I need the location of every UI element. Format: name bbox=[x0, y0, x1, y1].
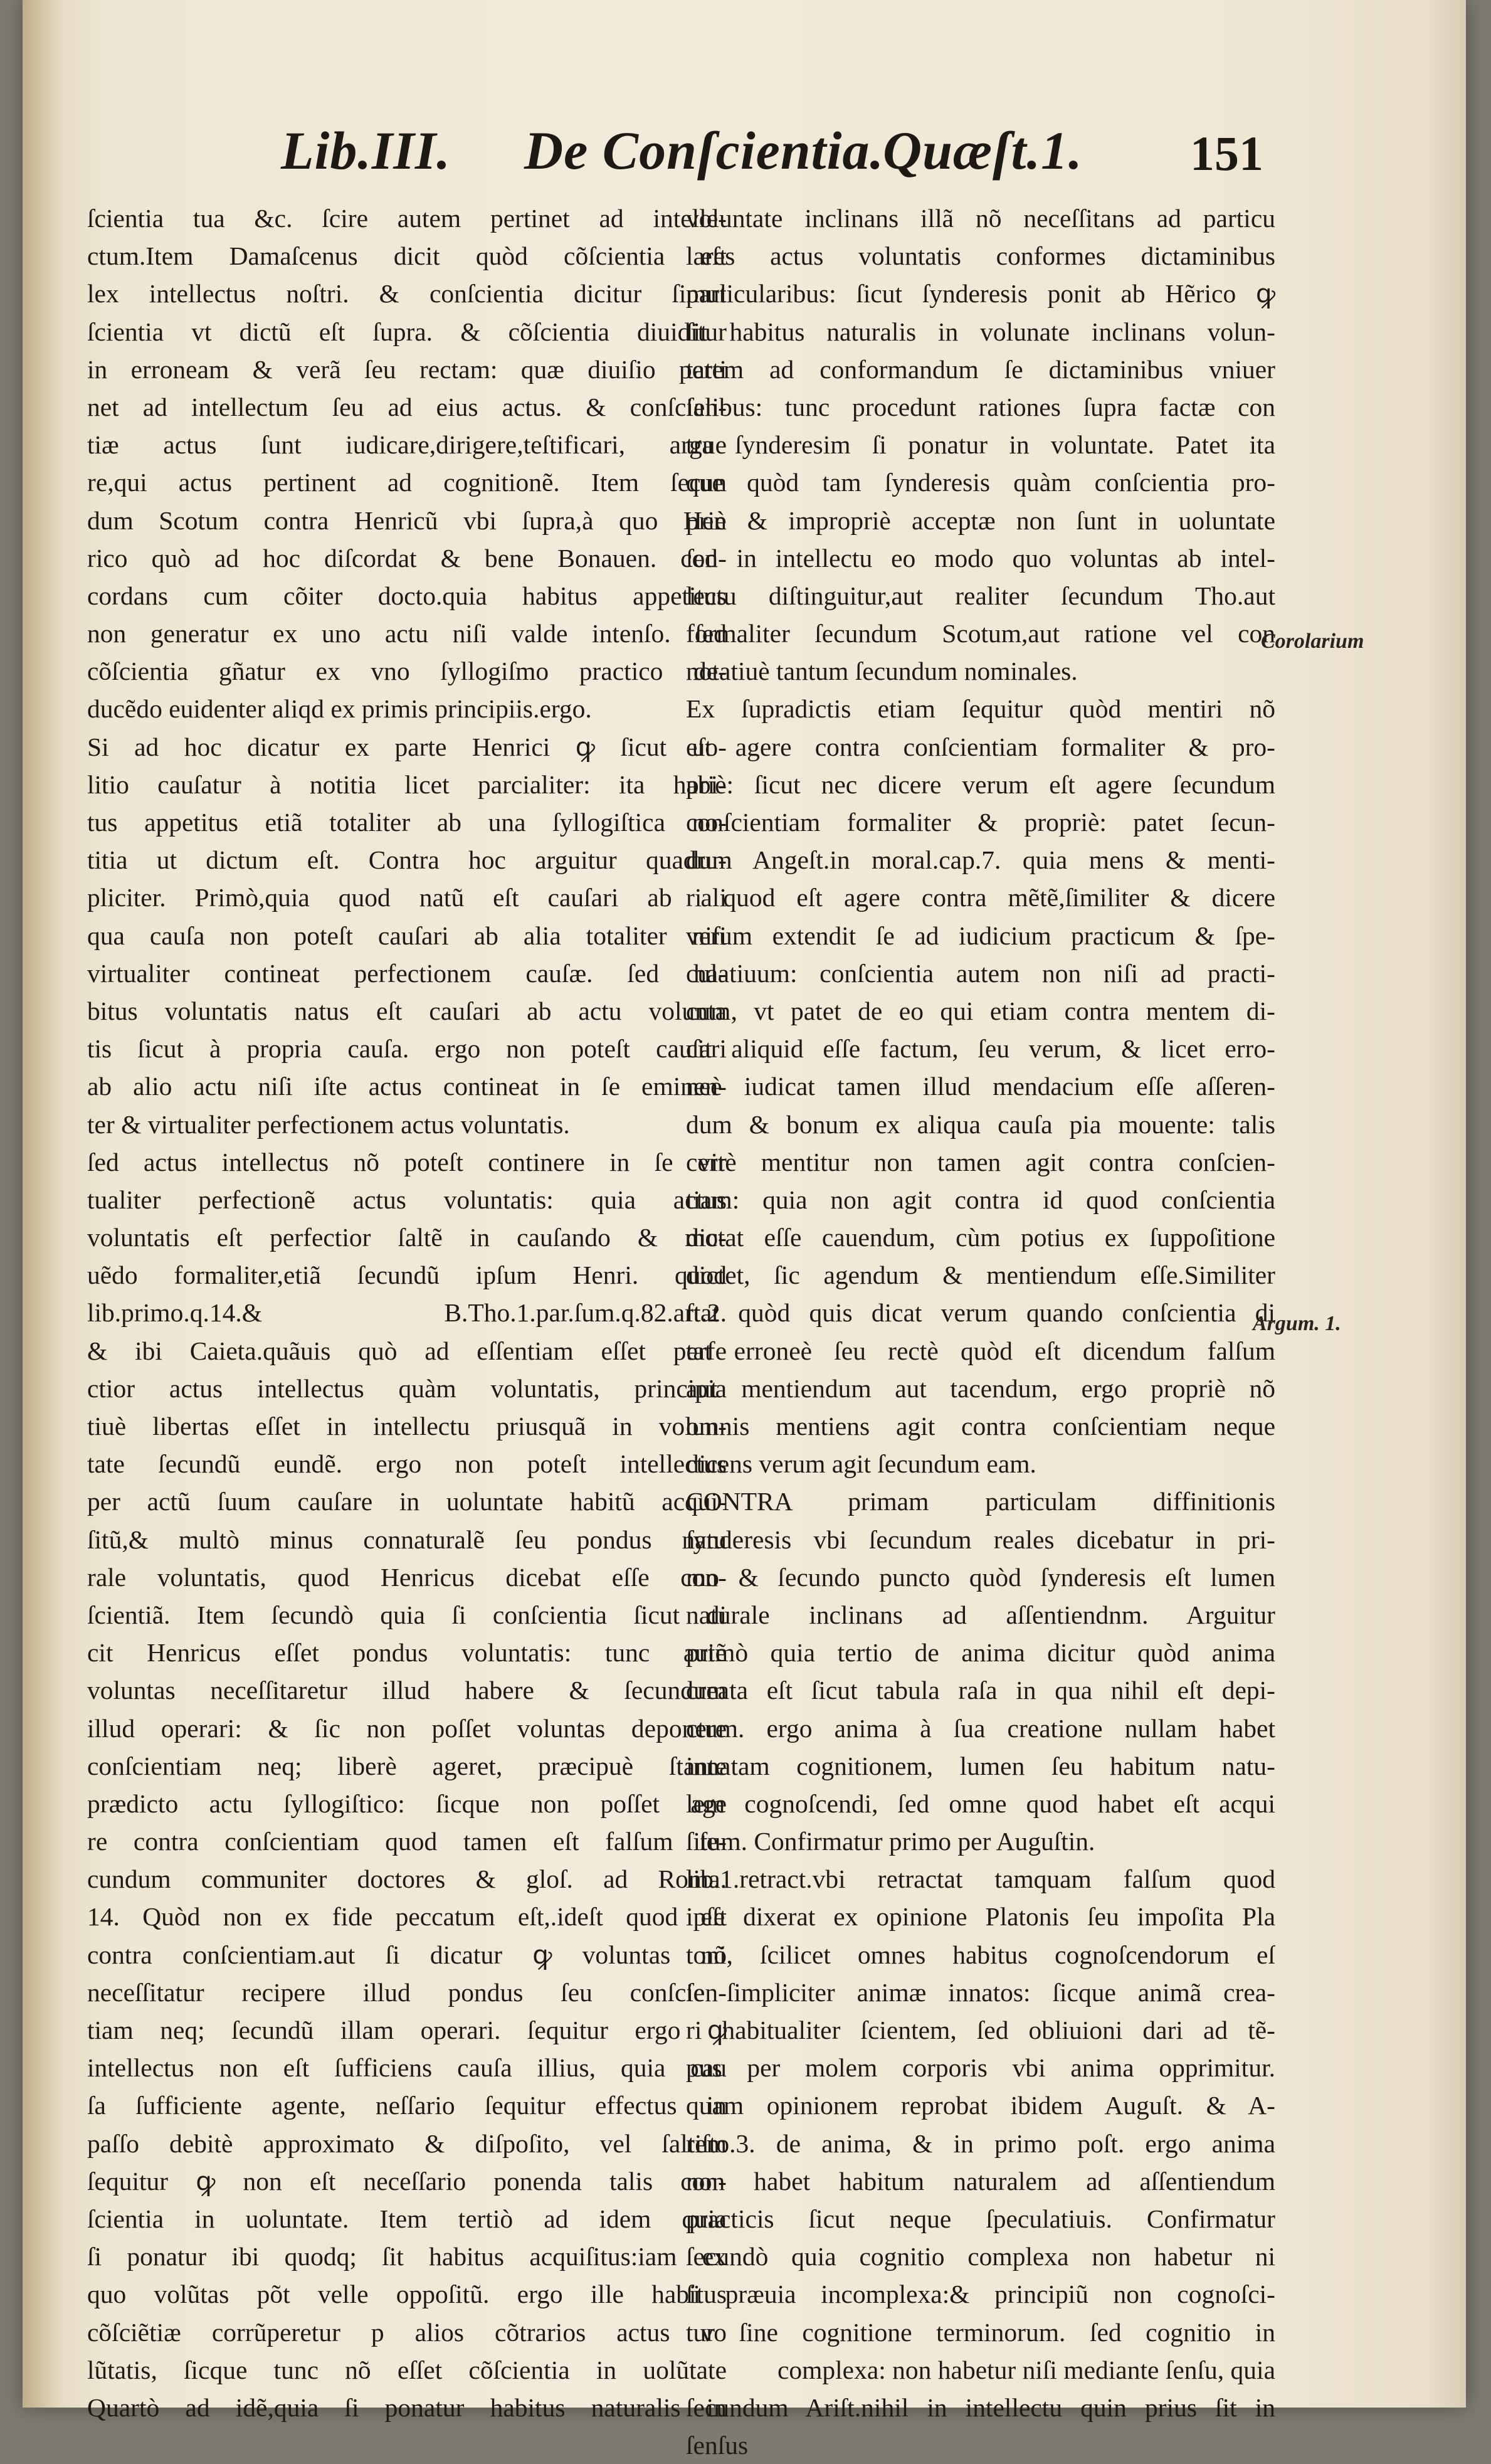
left-column-line: ſitũ,& multò minus connaturalẽ ſeu pondus natu bbox=[87, 1525, 727, 1554]
left-column-line: cundum communiter doctores & gloſ. ad Roma. bbox=[87, 1864, 727, 1894]
left-column-line: cõſciẽtiæ corrũperetur p alios cõtrarios actus vo bbox=[87, 2317, 727, 2347]
right-column-line: primò quia tertio de anima dicitur quòd anima bbox=[686, 1638, 1275, 1668]
right-column-line: verum extendit ſe ad iudicium practicum & ſpe- bbox=[686, 921, 1275, 950]
right-column-line: toni, ſcilicet omnes habitus cognoſcendorum eſ bbox=[686, 1940, 1275, 1969]
right-column-line: formaliter ſecundum Scotum,aut ratione vel con bbox=[686, 619, 1275, 648]
right-column-line: ſit habitus naturalis in volunate inclinans volun- bbox=[686, 317, 1275, 346]
right-column-line: dum & bonum ex aliqua cauſa pia mouente: talis bbox=[686, 1109, 1275, 1139]
left-column-line: Quartò ad idẽ,quia ſi ponatur habitus naturalis in bbox=[87, 2393, 727, 2422]
left-column-line: ctum.Item Damaſcenus dicit quòd cõſcientia eſt bbox=[87, 241, 727, 271]
right-column-line: naturale inclinans ad aſſentiendnm. Arguitur bbox=[686, 1600, 1275, 1629]
left-column-line: cõſcientia gñatur ex vno ſyllogiſmo practico de- bbox=[87, 657, 727, 686]
left-column-line: in erroneam & verã ſeu rectam: quæ diuiſio perti bbox=[87, 354, 727, 384]
marginal-note-argum: Argum. 1. bbox=[1253, 1312, 1341, 1335]
right-column-line: Ex ſupradictis etiam ſequitur quòd mentiri nõ bbox=[686, 694, 1275, 724]
right-column-line: ri quod eſt agere contra mẽtẽ,ſimiliter & dicere bbox=[686, 883, 1275, 912]
book-label: Lib.III. bbox=[281, 120, 451, 181]
right-column-line: dictet, ſic agendum & mentiendum eſſe.Similiter bbox=[686, 1261, 1275, 1290]
right-column-line: cit aliquid eſſe factum, ſeu verum, & licet erro- bbox=[686, 1034, 1275, 1064]
left-column-line: cordans cum cõiter docto.quia habitus appetitus bbox=[87, 581, 727, 610]
left-column-line: bitus voluntatis natus eſt cauſari ab actu volunta bbox=[87, 996, 727, 1025]
right-column-line: dictat eſſe cauendum, cùm potius ex ſuppoſitione bbox=[686, 1223, 1275, 1252]
right-column-line: tur ſine cognitione terminorum. ſed cognitio in bbox=[686, 2317, 1275, 2347]
marginal-note-corolarium: Corolarium bbox=[1261, 630, 1364, 653]
left-column-line: illud operari: & ſic non poſſet voluntas deponere bbox=[87, 1713, 727, 1743]
left-column-line: uẽdo formaliter,etiã ſecundũ ipſum Henri. quod bbox=[87, 1261, 727, 1290]
left-column-line: ſa ſufficiente agente, neſſario ſequitur effectus in bbox=[87, 2091, 727, 2120]
question-label: Quæſt.1. bbox=[883, 120, 1083, 181]
left-column-line: net ad intellectum ſeu ad eius actus. & conſcien- bbox=[87, 392, 727, 421]
right-column-line: ri habitualiter ſcientem, ſed obliuioni dari ad tẽ- bbox=[686, 2016, 1275, 2044]
left-column-line: tiuè libertas eſſet in intellectu priusquã in volun- bbox=[87, 1412, 727, 1441]
left-column-line: lib.primo.q.14.& B.Tho.1.par.ſum.q.82.art.2. bbox=[87, 1298, 727, 1328]
left-column-line: virtualiter contineat perfectionem cauſæ. ſed ha- bbox=[87, 958, 727, 988]
right-column-line: culatiuum: conſcientia autem non niſi ad practi- bbox=[686, 958, 1275, 988]
right-column-line: lib.1.retract.vbi retractat tamquam falſum quod bbox=[686, 1864, 1275, 1894]
right-column-line: pus per molem corporis vbi anima opprimitur. bbox=[686, 2053, 1275, 2083]
left-column-line: lũtatis, ſicque tunc nõ eſſet cõſcientia in uolũtate bbox=[87, 2355, 727, 2384]
left-column-line: titia ut dictum eſt. Contra hoc arguitur quadru- bbox=[87, 845, 727, 875]
left-column-line: ſed actus intellectus nõ poteſt continere in ſe vir bbox=[87, 1147, 727, 1176]
left-column-line: neceſſitatur recipere illud pondus ſeu conſcien- bbox=[87, 1977, 727, 2007]
left-column-line: tiam neq; ſecundũ illam operari. ſequitur ergo ꝙ bbox=[87, 2016, 727, 2044]
left-column-line: rale voluntatis, quod Henricus dicebat eſſe con- bbox=[87, 1562, 727, 1592]
right-column-line: particularibus: ſicut ſynderesis ponit ab Hẽrico ꝙ bbox=[686, 279, 1275, 309]
right-column-line: eſt agere contra conſcientiam formaliter & pro- bbox=[686, 732, 1275, 761]
right-column-line: ſynderesis vbi ſecundum reales dicebatur in pri- bbox=[686, 1525, 1275, 1554]
left-column-line: ctior actus intellectus quàm voluntatis, principia bbox=[87, 1373, 727, 1403]
right-column-line: tat erroneè ſeu rectè quòd eſt dicendum falſum bbox=[686, 1336, 1275, 1365]
right-column-line: notatiuè tantum ſecundum nominales. bbox=[686, 657, 1078, 686]
right-column-line: ſecundum Ariſt.nihil in intellectu quin prius ſit in bbox=[686, 2393, 1275, 2422]
left-column-line: tus appetitus etiã totaliter ab una ſyllogiſtica no- bbox=[87, 808, 727, 837]
right-column-line: ſitum. Confirmatur primo per Auguſtin. bbox=[686, 1827, 1095, 1856]
left-column-line: tiæ actus ſunt iudicare,dirigere,teſtificari, argue bbox=[87, 430, 727, 460]
right-column-line: ſenſus bbox=[686, 2431, 749, 2460]
left-text-column bbox=[87, 199, 727, 2426]
left-column-line: non generatur ex uno actu niſi valde intenſo. ſed bbox=[87, 619, 727, 648]
right-column-line: ſed in intellectu eo modo quo voluntas ab intel- bbox=[686, 543, 1275, 573]
left-column-line: prædicto actu ſyllogiſtico: ſicque non poſſet age bbox=[87, 1789, 727, 1818]
left-column-line: per actũ ſuum cauſare in uoluntate habitũ acqui- bbox=[87, 1487, 727, 1516]
left-column-line: qua cauſa non poteſt cauſari ab alia totaliter niſi bbox=[87, 921, 727, 950]
left-column-line: rico quò ad hoc diſcordat & bene Bonauen. con- bbox=[87, 543, 727, 573]
right-column-line: practicis ſicut neque ſpeculatiuis. Confirmatur bbox=[686, 2204, 1275, 2233]
right-column-line: non habet habitum naturalem ad aſſentiendum bbox=[686, 2166, 1275, 2196]
right-column-line: ſecundò quia cognitio complexa non habetur ni bbox=[686, 2242, 1275, 2271]
left-column-line: contra conſcientiam.aut ſi dicatur ꝙ voluntas nõ bbox=[87, 1940, 727, 1969]
right-column-line: dicens verum agit ſecundum eam. bbox=[686, 1449, 1036, 1479]
right-column-line: priè & impropriè acceptæ non ſunt in uoluntate bbox=[686, 505, 1275, 535]
right-column-line: neè iudicat tamen illud mendacium eſſe aſſeren- bbox=[686, 1072, 1275, 1101]
right-column-line: mo & ſecundo puncto quòd ſynderesis eſt lumen bbox=[686, 1562, 1275, 1592]
right-column-line: conſcientiam formaliter & propriè: patet ſecun- bbox=[686, 808, 1275, 837]
left-column-line: cit Henricus eſſet pondus voluntatis: tunc autẽ bbox=[87, 1638, 727, 1668]
page-gutter bbox=[23, 0, 63, 2408]
left-column-line: ſcientiã. Item ſecundò quia ſi conſcientia ſicut di bbox=[87, 1600, 727, 1629]
running-header bbox=[23, 119, 1466, 194]
right-column-line: riſto.3. de anima, & in primo poſt. ergo anima bbox=[686, 2128, 1275, 2158]
left-column-line: tualiter perfectionẽ actus voluntatis: quia actus bbox=[87, 1185, 727, 1214]
left-column-line: & ibi Caieta.quãuis quò ad eſſentiam eſſet perfe bbox=[87, 1336, 727, 1365]
left-column-line: paſſo debitè approximato & diſpoſito, vel ſaltem bbox=[87, 2128, 727, 2158]
left-column-line: lex intellectus noſtri. & conſcientia dicitur ſimul bbox=[87, 279, 727, 309]
right-column-line: lem cognoſcendi, ſed omne quod habet eſt acqui bbox=[686, 1789, 1275, 1818]
right-column-line: ctum. ergo anima à ſua creatione nullam habet bbox=[686, 1713, 1275, 1743]
left-column-line: ſcientia vt dictũ eſt ſupra. & cõſcientia diuiditur bbox=[87, 317, 727, 346]
left-column-line: ab alio actu niſi iſte actus contineat in ſe eminen- bbox=[87, 1072, 727, 1101]
left-column-line: litio cauſatur à notitia licet parcialiter: ita habi- bbox=[87, 769, 727, 799]
right-column-line: dum Angeſt.in moral.cap.7. quia mens & menti- bbox=[686, 845, 1275, 875]
left-column-line: tate ſecundũ eundẽ. ergo non poteſt intellectus bbox=[87, 1449, 727, 1479]
left-column-line: Si ad hoc dicatur ex parte Henrici ꝙ ſicut uo- bbox=[87, 732, 727, 761]
right-column-line: priè: ſicut nec dicere verum eſt agere ſecundum bbox=[686, 769, 1275, 799]
right-column-line: innatam cognitionem, lumen ſeu habitum natu- bbox=[686, 1751, 1275, 1780]
left-column-line: tis ſicut à propria cauſa. ergo non poteſt cauſari bbox=[87, 1034, 727, 1064]
right-column-line: voluntate inclinans illã nõ neceſſitans ad particu bbox=[686, 204, 1275, 233]
left-column-line: voluntatis eſt perfectior ſaltẽ in cauſando & mo- bbox=[87, 1223, 727, 1252]
right-column-line: CONTRA primam particulam diffinitionis bbox=[686, 1487, 1275, 1516]
right-column-line: tiam: quia non agit contra id quod conſcientia bbox=[686, 1185, 1275, 1214]
left-column-line: pliciter. Primò,quia quod natũ eſt cauſari ab ali bbox=[87, 883, 727, 912]
left-column-line: re,qui actus pertinent ad cognitionẽ. Item ſecun bbox=[87, 468, 727, 497]
left-column-line: ſcientia tua &c. ſcire autem pertinet ad intelle- bbox=[87, 204, 727, 233]
right-column-line: omnis mentiens agit contra conſcientiam neque bbox=[686, 1412, 1275, 1441]
left-column-line: re contra conſcientiam quod tamen eſt falſum ſe- bbox=[87, 1827, 727, 1856]
right-column-line: tra ſynderesim ſi ponatur in voluntate. Patet ita bbox=[686, 430, 1275, 460]
left-column-line: voluntas neceſſitaretur illud habere & ſecundum bbox=[87, 1676, 727, 1705]
right-column-line: ſalibus: tunc procedunt rationes ſupra factæ con bbox=[686, 392, 1275, 421]
right-column-line: certè mentitur non tamen agit contra conſcien- bbox=[686, 1147, 1275, 1176]
book-page bbox=[23, 0, 1466, 2460]
right-column-line: lares actus voluntatis conformes dictaminibus bbox=[686, 241, 1275, 271]
right-column-line: aut mentiendum aut tacendum, ergo propriè nõ bbox=[686, 1373, 1275, 1403]
left-column-line: intellectus non eſt ſufficiens cauſa illius, quia cau bbox=[87, 2053, 727, 2083]
right-column-line: ipſe dixerat ex opinione Platonis ſeu impoſita Pla bbox=[686, 1902, 1275, 1932]
right-column-line: lectu diſtinguitur,aut realiter ſecundum Tho.aut bbox=[686, 581, 1275, 610]
right-column-line: ſi præuia incomplexa:& principiũ non cognoſci- bbox=[686, 2280, 1275, 2309]
page-number: 151 bbox=[1190, 126, 1263, 181]
right-text-column bbox=[686, 199, 1275, 2464]
left-column-line: ducẽdo euidenter aliqd ex primis principiis.ergo. bbox=[87, 694, 592, 724]
right-column-line: ſtat quòd quis dicat verum quando conſcientia di bbox=[686, 1298, 1275, 1328]
right-column-line: quam opinionem reprobat ibidem Auguſt. & A- bbox=[686, 2091, 1275, 2120]
left-column-line: quo volũtas põt velle oppoſitũ. ergo ille habitus bbox=[87, 2280, 727, 2309]
right-column-line: cum, vt patet de eo qui etiam contra mentem di- bbox=[686, 996, 1275, 1025]
left-column-line: conſcientiam neq; liberè ageret, præcipuè ſtante bbox=[87, 1751, 727, 1780]
right-column-line: creata eſt ſicut tabula raſa in qua nihil eſt depi- bbox=[686, 1676, 1275, 1705]
right-column-line: que quòd tam ſynderesis quàm conſcientia pro- bbox=[686, 468, 1275, 497]
left-column-line: ſi ponatur ibi quodq; ſit habitus acquiſitus:iam ex bbox=[87, 2242, 727, 2271]
left-column-line: ſcientia in uoluntate. Item tertiò ad idem quia bbox=[87, 2204, 727, 2233]
left-column-line: ter & virtualiter perfectionem actus voluntatis. bbox=[87, 1109, 570, 1139]
left-column-line: ſequitur ꝙ non eſt neceſſario ponenda talis con- bbox=[87, 2166, 727, 2196]
header-title: De Conſcientia. bbox=[524, 120, 884, 181]
right-column-line: complexa: non habetur niſi mediante ſenſu, quia bbox=[777, 2355, 1275, 2384]
left-column-line: dum Scotum contra Henricũ vbi ſupra,à quo Hen bbox=[87, 505, 727, 535]
right-column-line: ſe ſimpliciter animæ innatos: ſicque animã crea- bbox=[686, 1977, 1275, 2007]
right-column-line: tatem ad conformandum ſe dictaminibus vniuer bbox=[686, 354, 1275, 384]
left-column-line: 14. Quòd non ex fide peccatum eſt,.ideſt quod eſt bbox=[87, 1902, 727, 1932]
